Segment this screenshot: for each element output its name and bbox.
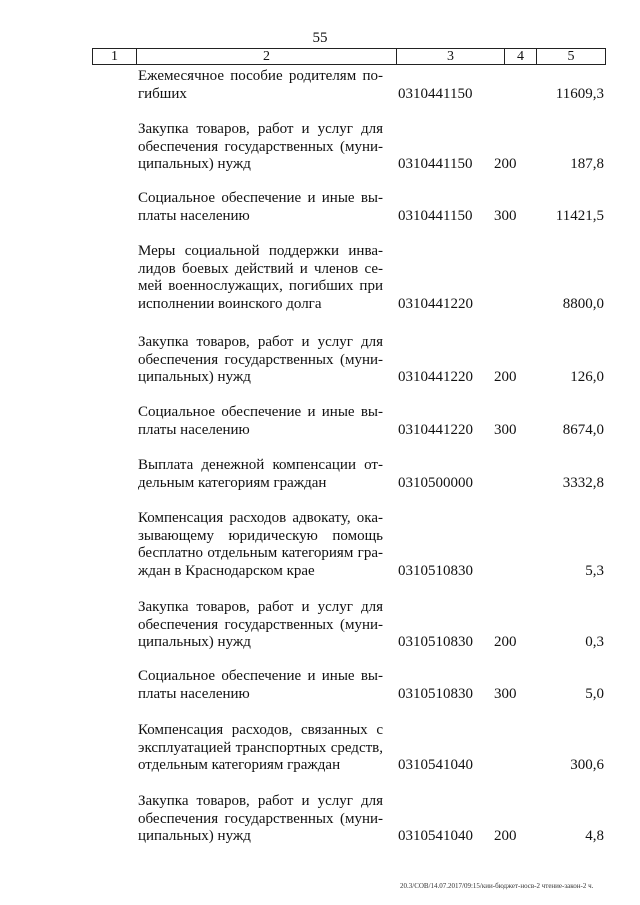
row-target-code: 0310510830 (398, 685, 473, 702)
row-description: Компенсация расходов, связанных с эксплуатацией транспортных средств, отдельным категориям граждан (138, 722, 383, 773)
table-row (0, 599, 640, 651)
row-description: Закупка товаров, работ и услуг для обеспечения государственных (муниципальных) нужд (138, 334, 383, 385)
table-row (0, 68, 640, 103)
row-expense-type: 200 (494, 155, 517, 172)
table-row (0, 793, 640, 845)
table-row (0, 668, 640, 703)
row-amount: 5,3 (585, 562, 604, 579)
row-description: Социальное обеспечение и иные выплаты населению (138, 668, 383, 702)
row-description: Закупка товаров, работ и услуг для обеспечения государственных (муниципальных) нужд (138, 121, 383, 172)
row-amount: 8800,0 (562, 295, 604, 312)
table-row (0, 334, 640, 386)
row-target-code: 0310500000 (398, 474, 473, 491)
row-amount: 126,0 (570, 368, 604, 385)
row-expense-type: 300 (494, 685, 517, 702)
row-expense-type: 200 (494, 368, 517, 385)
row-target-code: 0310510830 (398, 562, 473, 579)
row-amount: 0,3 (585, 633, 604, 650)
row-description: Меры социальной поддержки инвалидов боевых действий и членов семей военнослужащих, погибших при исполнении воинского долга (138, 243, 383, 312)
row-description: Ежемесячное пособие родителям погибших (138, 68, 383, 102)
row-amount: 3332,8 (562, 474, 604, 491)
row-expense-type: 300 (494, 207, 517, 224)
page-number: 55 (312, 30, 328, 46)
row-target-code: 0310441150 (398, 155, 473, 172)
row-description: Закупка товаров, работ и услуг для обеспечения государственных (муниципальных) нужд (138, 599, 383, 650)
row-target-code: 0310541040 (398, 756, 473, 773)
row-amount: 5,0 (585, 685, 604, 702)
row-description: Закупка товаров, работ и услуг для обеспечения государственных (муниципальных) нужд (138, 793, 383, 844)
row-amount: 187,8 (570, 155, 604, 172)
row-target-code: 0310441220 (398, 368, 473, 385)
table-row (0, 510, 640, 580)
row-amount: 11609,3 (555, 85, 604, 102)
table-row (0, 722, 640, 774)
row-description: Компенсация расходов адвокату, оказывающему юридическую помощь бесплатно отдельным категориям граждан в Краснодарском крае (138, 510, 383, 579)
table-row (0, 457, 640, 492)
row-target-code: 0310510830 (398, 633, 473, 650)
header-col-3: 3 (397, 49, 505, 64)
row-target-code: 0310441150 (398, 207, 473, 224)
row-amount: 300,6 (570, 756, 604, 773)
row-target-code: 0310541040 (398, 827, 473, 844)
row-target-code: 0310441150 (398, 85, 473, 102)
row-expense-type: 200 (494, 633, 517, 650)
header-col-2: 2 (137, 49, 397, 64)
table-row (0, 404, 640, 439)
row-target-code: 0310441220 (398, 421, 473, 438)
row-description: Выплата денежной компенсации отдельным категориям граждан (138, 457, 383, 491)
header-col-5: 5 (567, 49, 575, 64)
table-row (0, 243, 640, 313)
table-row (0, 121, 640, 173)
row-amount: 11421,5 (555, 207, 604, 224)
row-description: Социальное обеспечение и иные выплаты населению (138, 190, 383, 224)
row-amount: 8674,0 (562, 421, 604, 438)
table-row (0, 190, 640, 225)
row-target-code: 0310441220 (398, 295, 473, 312)
row-amount: 4,8 (585, 827, 604, 844)
row-expense-type: 300 (494, 421, 517, 438)
header-col-1: 1 (93, 49, 137, 64)
header-col-4: 4 (505, 49, 537, 64)
row-expense-type: 200 (494, 827, 517, 844)
row-description: Социальное обеспечение и иные выплаты населению (138, 404, 383, 438)
document-footer: 20.3/СОВ/14.07.2017/09:15/кии-бюджет-носв-2 чтение-закон-2 ч. (400, 882, 594, 890)
